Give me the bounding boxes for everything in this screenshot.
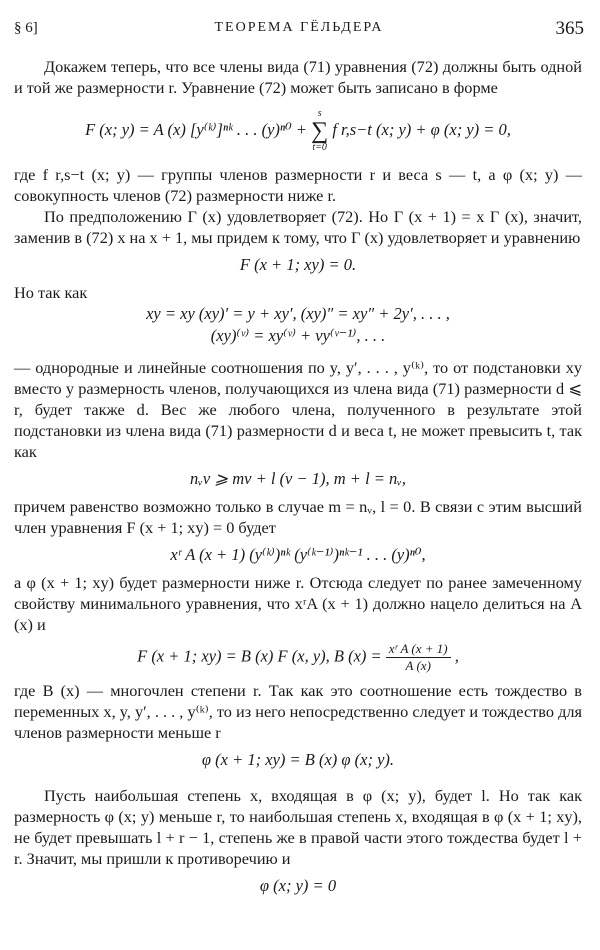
- page-header: [14, 18, 584, 42]
- running-title: ТЕОРЕМА ГЁЛЬДЕРА: [214, 20, 384, 35]
- paragraph-8: где B (x) — многочлен степени r. Так как это соотношение есть тождество в переменных x, y, y′, . . . , y⁽ᵏ⁾, то из него непосредственно следует и тождество для членов размерности меньше r: [14, 681, 582, 742]
- paragraph-2: где f r,s−t (x; y) — группы членов размерности r и веса s — t, а φ (x; y) — совокупность членов (72) размерности ниже r.: [14, 165, 582, 205]
- equation-6: [14, 641, 582, 674]
- equation-1: [14, 108, 582, 154]
- equation-1-left: F (x; y) = A (x) [y⁽ᵏ⁾]ⁿᵏ . . . (y)ⁿ⁰ +: [85, 119, 307, 139]
- sigma-icon: ∑: [311, 118, 329, 144]
- fraction-denominator: A (x): [405, 658, 431, 673]
- equation-3-line-2: (xy)⁽ᵛ⁾ = xy⁽ᵛ⁾ + νy⁽ᵛ⁻¹⁾, . . .: [210, 326, 386, 345]
- page-body: [14, 50, 582, 897]
- equation-2: F (x + 1; xy) = 0.: [239, 255, 357, 274]
- paragraph-7: а φ (x + 1; xy) будет размерности ниже r. Отсюда следует по ранее замеченному свойству минимального уравнения, что xʳA (x + 1) должно нацело делиться на A (x) и: [14, 573, 582, 634]
- sum-lower-limit: t=0: [312, 142, 327, 153]
- paragraph-5: — однородные и линейные соотношения по y, y′, . . . , y⁽ᵏ⁾, то от подстановки xy вместо y размерность членов, получающихся из члена вида (71) размерности d ⩽ r, будет также d. Вес же любого члена, полученного в результате этой подстановки из члена вида (71) размерности d и веса t, не может превысить t, так как: [14, 358, 582, 461]
- fraction: [386, 641, 451, 674]
- paragraph-9: Пусть наибольшая степень x, входящая в φ (x; y), будет l. Но так как размерность φ (x; y) меньше r, то наибольшая степень x, входящая в φ (x + 1; xy), не будет превышать l + r − 1, степень же в правой части этого тождества будет l + r. Значит, мы пришли к противоречию и: [14, 786, 582, 868]
- fraction-numerator: xʳ A (x + 1): [386, 641, 451, 658]
- sum-upper-limit: s: [317, 108, 322, 119]
- paragraph-3: По предположению Γ (x) удовлетворяет (72). Но Γ (x + 1) = x Γ (x), значит, заменив в (72) x на x + 1, мы придем к тому, что Γ (x) удовлетворяет и уравнению: [14, 207, 582, 247]
- summation-sign: [311, 108, 328, 154]
- equation-1-right: f r,s−t (x; y) + φ (x; y) = 0,: [332, 119, 511, 139]
- equation-6-end: ,: [454, 646, 459, 666]
- equation-3-line-1: xy = xy (xy)′ = y + xy′, (xy)″ = xy″ + 2y′, . . . ,: [146, 304, 450, 323]
- equation-8: φ (x; y) = 0: [259, 876, 337, 895]
- equation-7: φ (x + 1; xy) = B (x) φ (x; y).: [201, 750, 395, 769]
- paragraph-1: Докажем теперь, что все члены вида (71) уравнения (72) должны быть одной и той же размерности r. Уравнение (72) может быть записано в форме: [14, 57, 582, 97]
- section-number: § 6]: [14, 20, 38, 36]
- page-number: 365: [555, 18, 584, 39]
- paragraph-6: причем равенство возможно только в случае m = nᵥ, l = 0. В связи с этим высший член уравнения F (x + 1; xy) = 0 будет: [14, 497, 582, 537]
- equation-5: xʳ A (x + 1) (y⁽ᵏ⁾)ⁿᵏ (y⁽ᵏ⁻¹⁾)ⁿᵏ⁻¹ . . . (y)ⁿ⁰,: [170, 545, 426, 564]
- paragraph-4-lead: Но так как: [14, 283, 88, 302]
- equation-6-left: F (x + 1; xy) = B (x) F (x, y), B (x) =: [137, 646, 382, 666]
- equation-4: nᵥν ⩾ mν + l (ν − 1), m + l = nᵥ,: [189, 469, 407, 488]
